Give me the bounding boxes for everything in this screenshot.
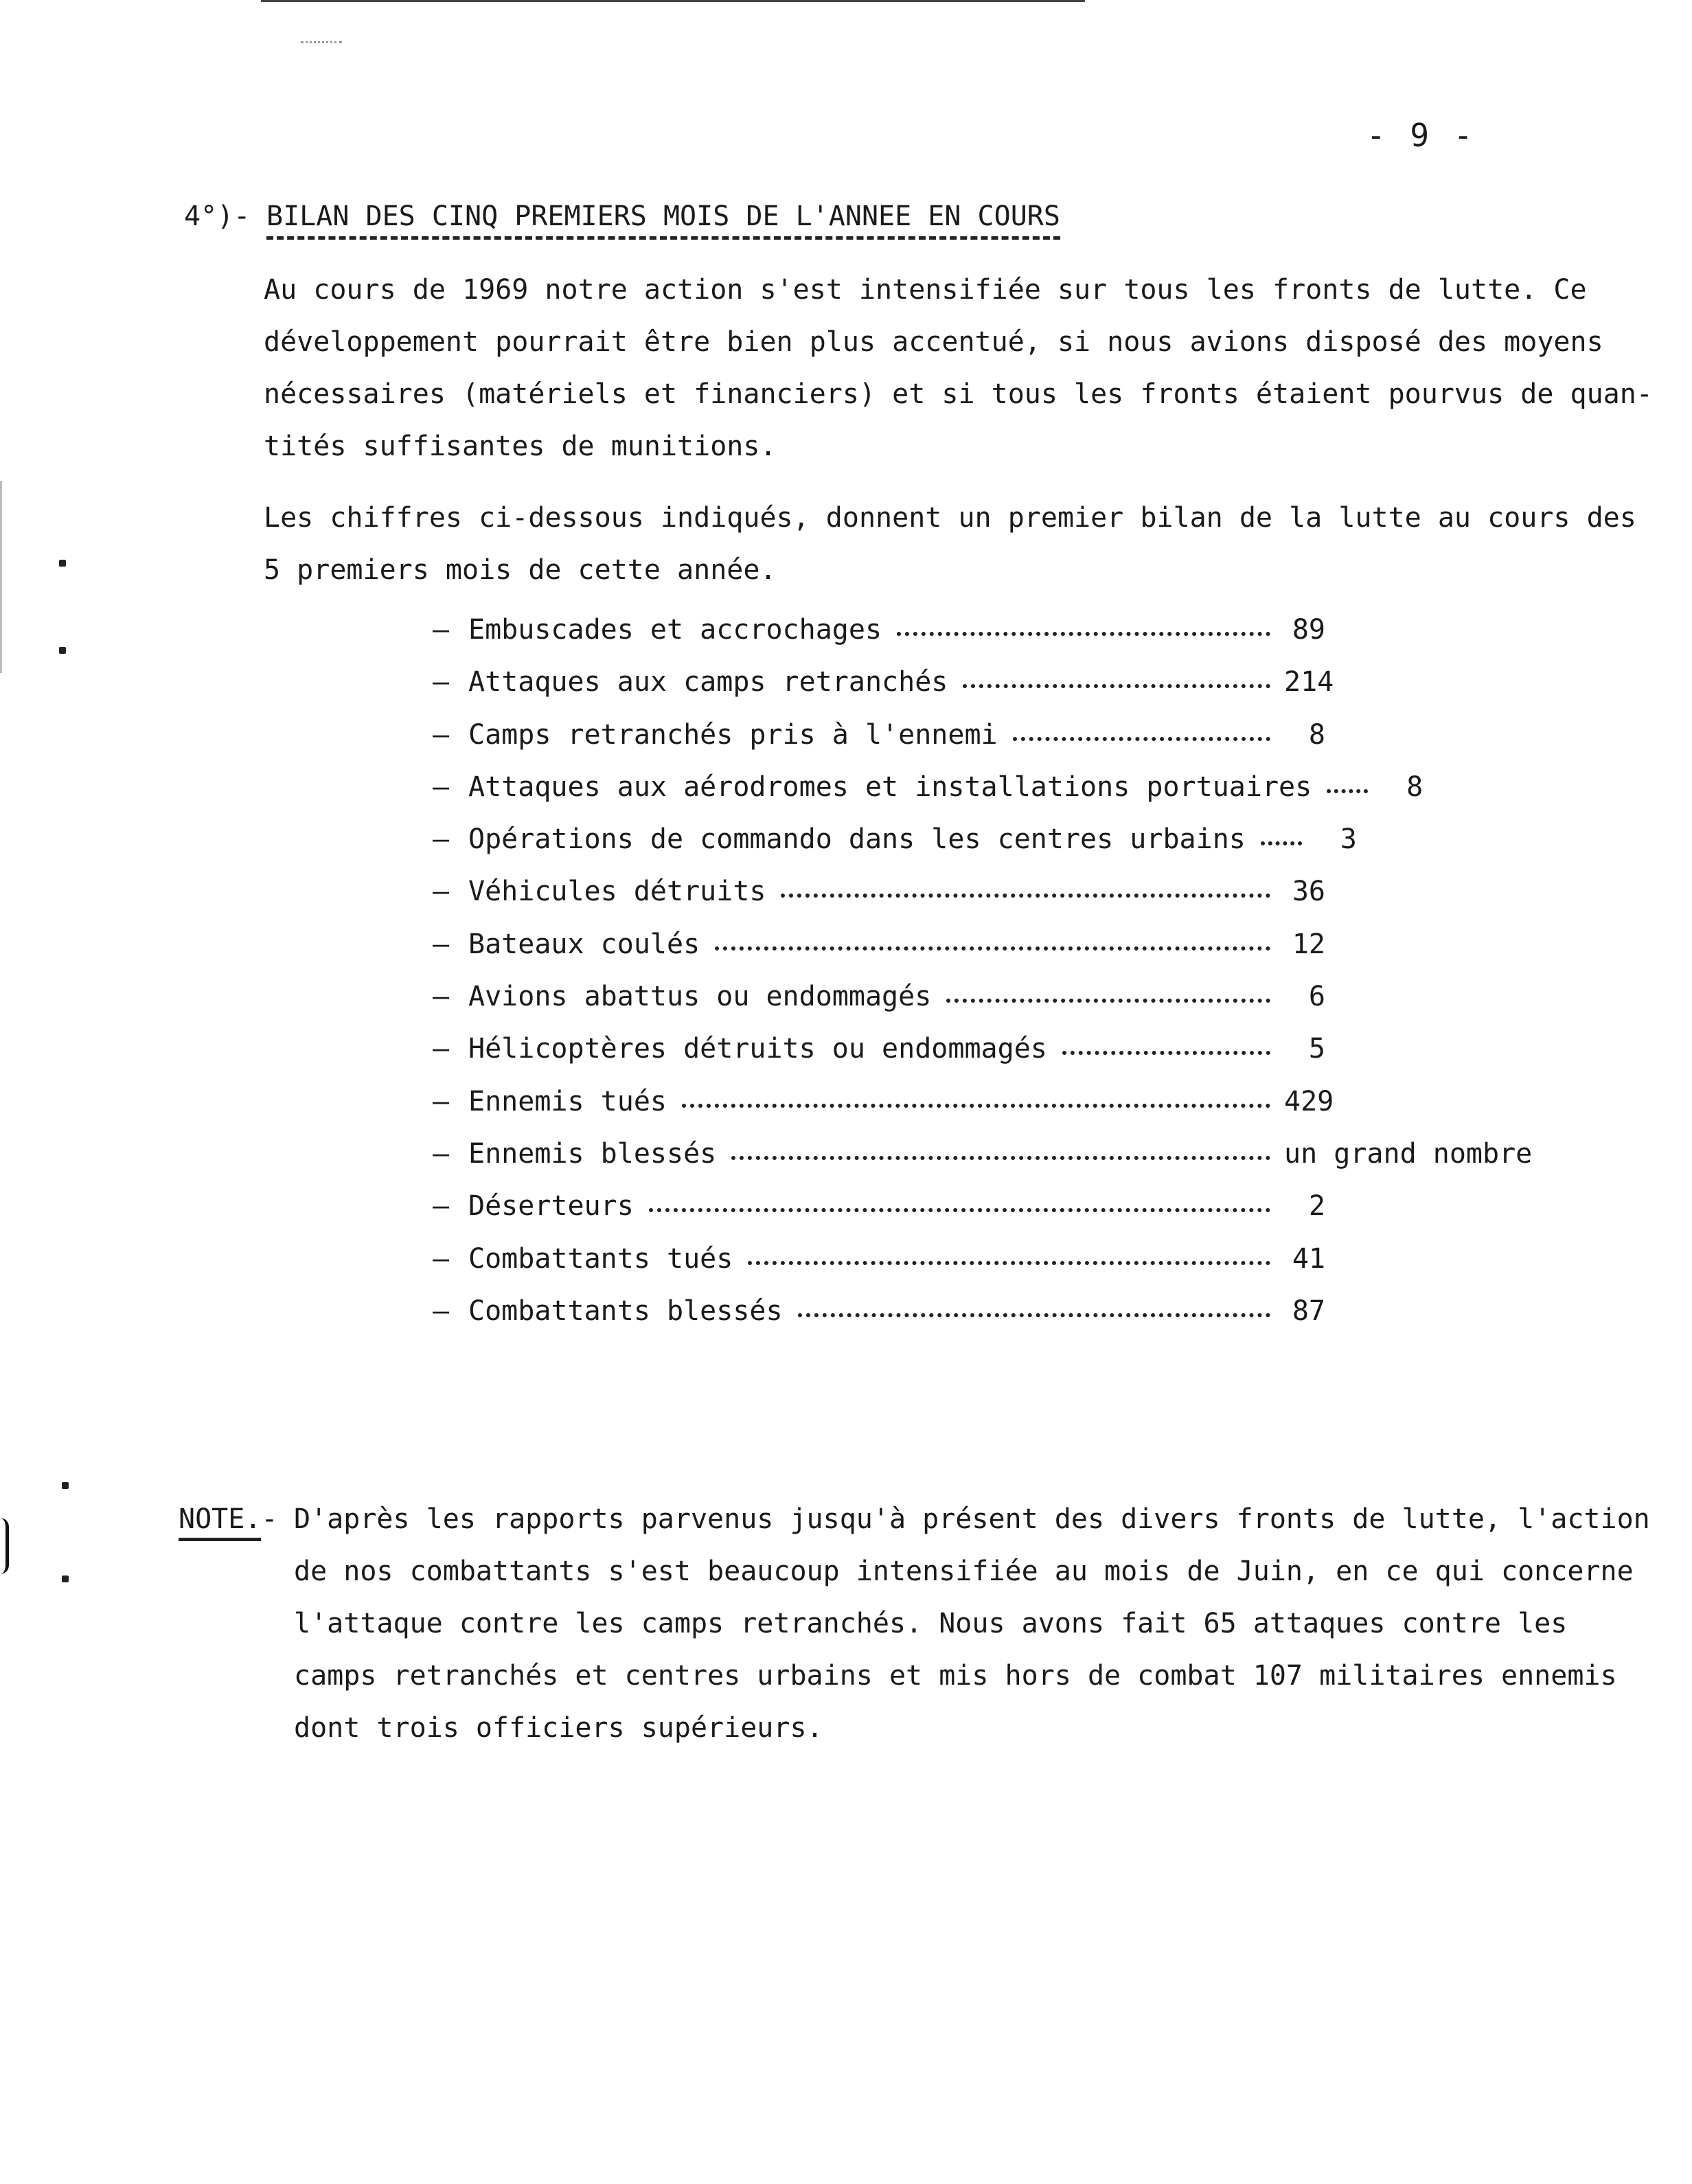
stat-value: 41: [1292, 1242, 1325, 1275]
dot-leader: [946, 999, 1270, 1003]
dot-leader: [715, 946, 1270, 951]
bullet-dash: –: [433, 614, 450, 646]
dot-leader: [731, 1156, 1270, 1160]
paragraph-line: nécessaires (matériels et financiers) et si tous les fronts étaient pourvus de quan-: [264, 378, 1653, 410]
stat-value: 89: [1292, 614, 1325, 646]
punch-hole-mark: [62, 1576, 69, 1582]
stat-value: 8: [1406, 771, 1424, 803]
stat-label: Attaques aux aérodromes et installations portuaires: [468, 771, 1312, 803]
stat-row: [433, 1033, 1600, 1085]
bullet-dash: –: [433, 928, 450, 960]
stat-row: [433, 823, 1600, 876]
bullet-dash: –: [433, 1033, 450, 1065]
bullet-dash: –: [433, 666, 450, 698]
stat-value: 429: [1284, 1085, 1334, 1117]
stat-row: [433, 771, 1600, 823]
stat-label: Ennemis tués: [468, 1085, 667, 1117]
paragraph-line: 5 premiers mois de cette année.: [264, 554, 777, 586]
note-label: NOTE.-: [179, 1493, 278, 1545]
punch-hole-mark: [62, 1482, 69, 1489]
stat-row: [433, 666, 1600, 718]
note-text: [294, 1493, 1650, 1754]
stat-label: Ennemis blessés: [468, 1137, 717, 1170]
stat-value: 3: [1340, 823, 1357, 856]
scan-speck: [301, 41, 342, 45]
stat-value: 87: [1292, 1295, 1325, 1327]
punch-hole-mark: [59, 560, 66, 567]
stat-label: Bateaux coulés: [468, 928, 700, 960]
note-line: l'attaque contre les camps retranchés. Nous avons fait 65 attaques contre les: [294, 1608, 1568, 1639]
stat-row: [433, 929, 1600, 981]
stat-label: Combattants blessés: [468, 1295, 783, 1327]
bullet-dash: –: [433, 1137, 450, 1170]
bullet-dash: –: [433, 1085, 450, 1117]
stat-row: [433, 1243, 1600, 1295]
note-line: D'après les rapports parvenus jusqu'à présent des divers fronts de lutte, l'action: [294, 1503, 1650, 1535]
stat-value: 5: [1308, 1033, 1325, 1065]
stat-value: 36: [1292, 876, 1325, 908]
bullet-dash: –: [433, 1242, 450, 1275]
statistics-list: [433, 614, 1600, 1347]
bullet-dash: –: [433, 981, 450, 1013]
stat-label: Combattants tués: [468, 1242, 733, 1275]
section-number: 4°)-: [184, 201, 251, 232]
dot-leader: [1062, 1051, 1270, 1055]
paragraph-line: Au cours de 1969 notre action s'est intensifiée sur tous les fronts de lutte. Ce: [264, 274, 1587, 306]
scan-top-rule: [261, 0, 1085, 2]
stat-value: 12: [1292, 928, 1325, 960]
dot-leader: [781, 894, 1270, 898]
stat-row: [433, 614, 1600, 666]
section-title: BILAN DES CINQ PREMIERS MOIS DE L'ANNEE EN COURS: [266, 201, 1060, 240]
bullet-dash: –: [433, 1295, 450, 1327]
dot-leader: [897, 632, 1270, 636]
bullet-dash: –: [433, 718, 450, 751]
stat-label: Attaques aux camps retranchés: [468, 666, 948, 698]
bullet-dash: –: [433, 771, 450, 803]
stat-label: Avions abattus ou endommagés: [468, 981, 932, 1013]
bullet-dash: –: [433, 1190, 450, 1222]
stat-value: 8: [1308, 718, 1325, 751]
dot-leader: [682, 1104, 1270, 1108]
paragraph-line: Les chiffres ci-dessous indiqués, donnent un premier bilan de la lutte au cours des: [264, 502, 1636, 534]
stat-row: [433, 719, 1600, 771]
stat-label: Camps retranchés pris à l'ennemi: [468, 718, 998, 751]
dot-leader: [1327, 789, 1368, 793]
note-line: de nos combattants s'est beaucoup intensifiée au mois de Juin, en ce qui concerne: [294, 1556, 1634, 1587]
bullet-dash: –: [433, 823, 450, 856]
stat-value: 6: [1308, 981, 1325, 1013]
note-line: camps retranchés et centres urbains et mis hors de combat 107 militaires ennemis: [294, 1660, 1617, 1692]
stat-value: un grand nombre: [1284, 1137, 1533, 1170]
figures-intro-paragraph: [264, 492, 1637, 596]
stat-row: [433, 981, 1600, 1033]
dot-leader: [963, 684, 1270, 688]
stat-label: Hélicoptères détruits ou endommagés: [468, 1033, 1047, 1065]
margin-bracket: [0, 1518, 9, 1574]
stat-row: [433, 1190, 1600, 1242]
section-heading: [184, 201, 1060, 240]
stat-row: [433, 1086, 1600, 1138]
stat-label: Embuscades et accrochages: [468, 614, 882, 646]
stat-row: [433, 1295, 1600, 1347]
stat-label: Opérations de commando dans les centres urbains: [468, 823, 1246, 856]
dot-leader: [798, 1313, 1270, 1317]
bullet-dash: –: [433, 876, 450, 908]
stat-label: Déserteurs: [468, 1190, 634, 1222]
page-number: - 9 -: [1367, 117, 1476, 154]
binding-edge: [0, 481, 2, 673]
stat-value: 214: [1284, 666, 1334, 698]
intro-paragraph: [264, 264, 1653, 473]
stat-value: 2: [1308, 1190, 1325, 1222]
note-line: dont trois officiers supérieurs.: [294, 1712, 823, 1744]
dot-leader: [748, 1261, 1270, 1265]
dot-leader: [649, 1208, 1270, 1212]
stat-row: [433, 1138, 1600, 1190]
stat-label: Véhicules détruits: [468, 876, 766, 908]
paragraph-line: tités suffisantes de munitions.: [264, 431, 777, 462]
stat-row: [433, 876, 1600, 928]
punch-hole-mark: [59, 647, 66, 654]
dot-leader: [1013, 737, 1270, 741]
dot-leader: [1261, 841, 1302, 845]
paragraph-line: développement pourrait être bien plus accentué, si nous avions disposé des moyens: [264, 326, 1603, 358]
